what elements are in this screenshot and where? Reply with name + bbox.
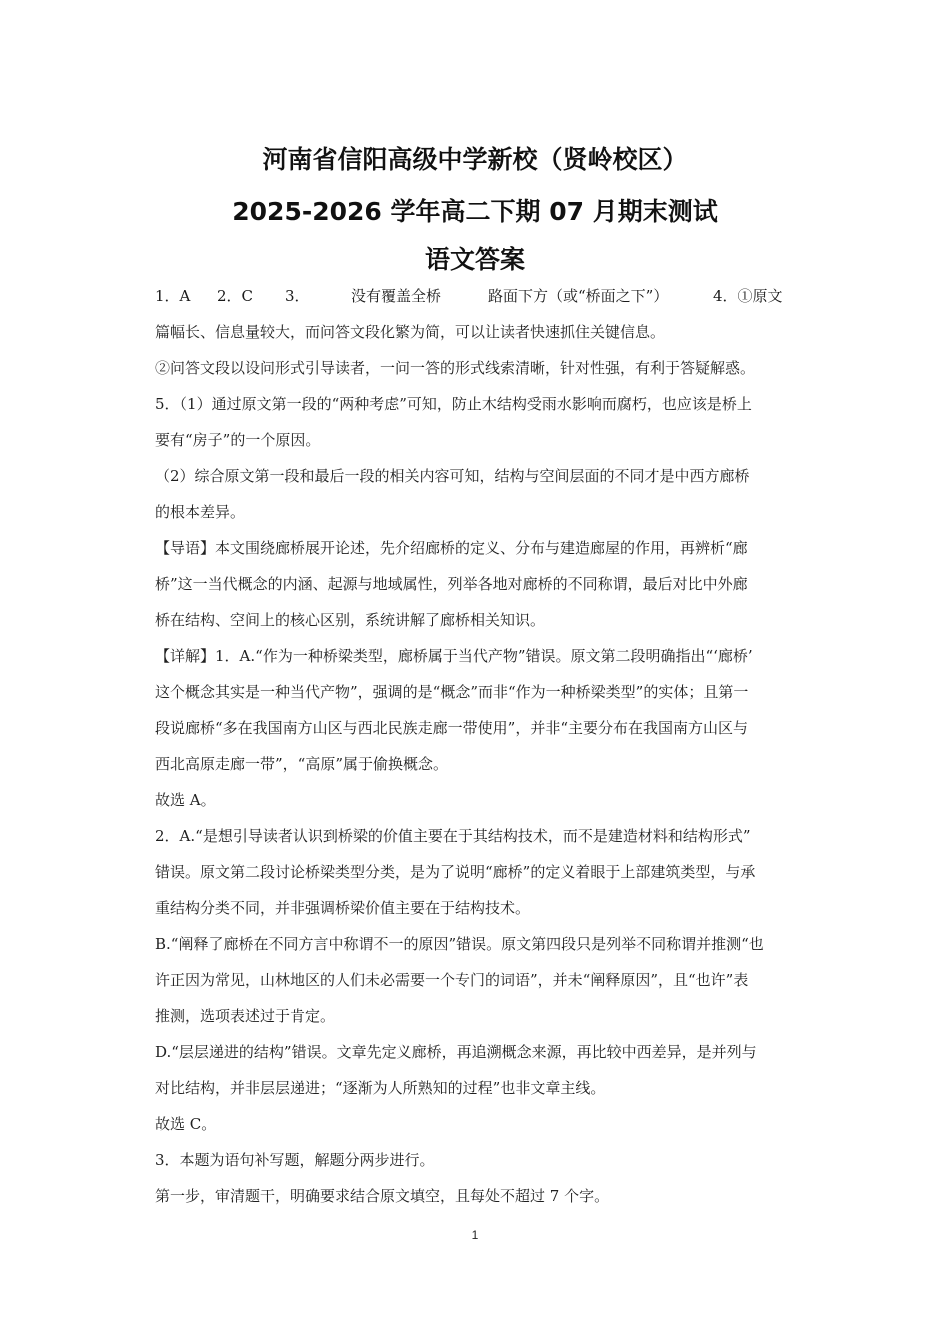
body-line: 推测，选项表述过于肯定。 [155,1007,336,1025]
body-line: （2）综合原文第一段和最后一段的相关内容可知，结构与空间层面的不同才是中西方廊桥 [155,467,750,485]
body-line: 3．本题为语句补写题，解题分两步进行。 [155,1151,435,1169]
body-line: 故选 A。 [155,791,216,809]
school-title: 河南省信阳高级中学新校（贤岭校区） [262,145,688,174]
body-line: 要有“房子”的一个原因。 [155,431,321,449]
body-line: 5．（1）通过原文第一段的“两种考虑”可知，防止木结构受雨水影响而腐朽，也应该是桥上 [155,395,752,413]
body-line: 这个概念其实是一种当代产物”，强调的是“概念”而非“作为一种桥梁类型”的实体；且第一 [155,683,749,701]
body-line: 的根本差异。 [155,503,246,521]
answer-3-blank-1: 没有覆盖全桥 [351,287,442,305]
body-line: B.“阐释了廊桥在不同方言中称谓不一的原因”错误。原文第四段只是列举不同称谓并推测“也 [155,935,764,953]
answer-1: 1．A [155,287,191,305]
body-line: 篇幅长、信息量较大，而问答文段化繁为简，可以让读者快速抓住关键信息。 [155,323,666,341]
body-line: D.“层层递进的结构”错误。文章先定义廊桥，再追溯概念来源，再比较中西差异，是并列与 [155,1043,757,1061]
body-line: 对比结构，并非层层递进；“逐渐为人所熟知的过程”也非文章主线。 [155,1079,606,1097]
body-line: 许正因为常见，山林地区的人们未必需要一个专门的词语”，并未“阐释原因”，且“也许”表 [155,971,749,989]
body-line: 错误。原文第二段讨论桥梁类型分类，是为了说明“廊桥”的定义着眼于上部建筑类型，与承 [155,863,756,881]
exam-title: 2025-2026 学年高二下期 07 月期末测试 [232,197,718,226]
body-line: 【导语】本文围绕廊桥展开论述，先介绍廊桥的定义、分布与建造廊屋的作用，再辨析“廊 [155,539,748,557]
answer-2: 2．C [217,287,254,305]
answer-4-start: 4．①原文 [713,287,783,305]
body-line: 重结构分类不同，并非强调桥梁价值主要在于结构技术。 [155,899,531,917]
body-line: 西北高原走廊一带”，“高原”属于偷换概念。 [155,755,449,773]
answer-3-label: 3． [285,287,310,305]
subject-title: 语文答案 [424,245,525,274]
answer-3-blank-2: 路面下方（或“桥面之下”） [488,287,669,305]
body-line: 桥在结构、空间上的核心区别，系统讲解了廊桥相关知识。 [155,611,546,629]
answer-row [155,286,795,306]
body-line: 2．A.“是想引导读者认识到桥梁的价值主要在于其结构技术，而不是建造材料和结构形式” [155,827,751,845]
body-line: 故选 C。 [155,1115,217,1133]
page-number: 1 [471,1228,479,1242]
body-line: ②问答文段以设问形式引导读者，一问一答的形式线索清晰，针对性强，有利于答疑解惑。 [155,359,756,377]
body-line: 第一步，审清题干，明确要求结合原文填空，且每处不超过 7 个字。 [155,1187,610,1205]
body-line: 段说廊桥“多在我国南方山区与西北民族走廊一带使用”，并非“主要分布在我国南方山区与 [155,719,749,737]
body-line: 桥”这一当代概念的内涵、起源与地域属性，列举各地对廊桥的不同称谓，最后对比中外廊 [155,575,748,593]
body-line: 【详解】1．A.“作为一种桥梁类型，廊桥属于当代产物”错误。原文第二段明确指出“‘廊桥’ [155,647,753,665]
